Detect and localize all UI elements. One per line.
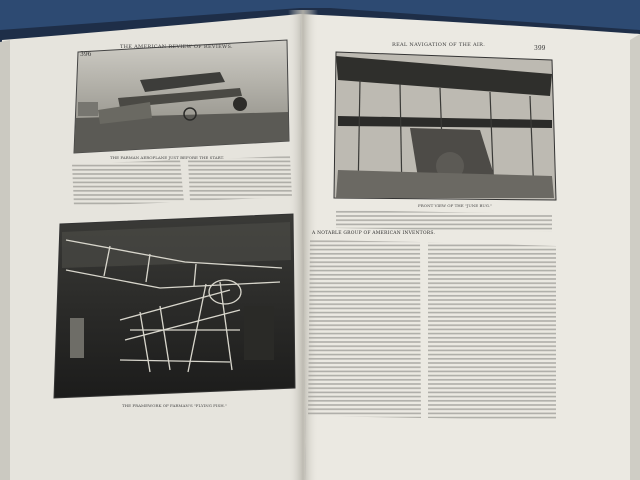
left-top-photo-caption: THE FARMAN AEROPLANE JUST BEFORE THE START.: [110, 155, 224, 160]
farman-aeroplane-photo: [74, 40, 289, 153]
left-running-head: THE AMERICAN REVIEW OF REVIEWS.: [120, 44, 233, 50]
left-page-edge: [0, 40, 10, 480]
right-photo-caption: FRONT VIEW OF THE "JUNE BUG.": [418, 203, 492, 208]
flying-fish-framework-photo: [54, 214, 295, 398]
right-running-head: REAL NAVIGATION OF THE AIR.: [392, 42, 486, 48]
left-page-number: 396: [80, 51, 92, 58]
june-bug-photo: [334, 52, 556, 200]
right-page-number: 399: [534, 45, 546, 52]
section-heading: A NOTABLE GROUP OF AMERICAN INVENTORS.: [312, 231, 436, 236]
right-page-edge: [630, 34, 640, 480]
left-bottom-photo-caption: THE FRAMEWORK OF FARMAN'S "FLYING FISH.": [122, 403, 227, 408]
